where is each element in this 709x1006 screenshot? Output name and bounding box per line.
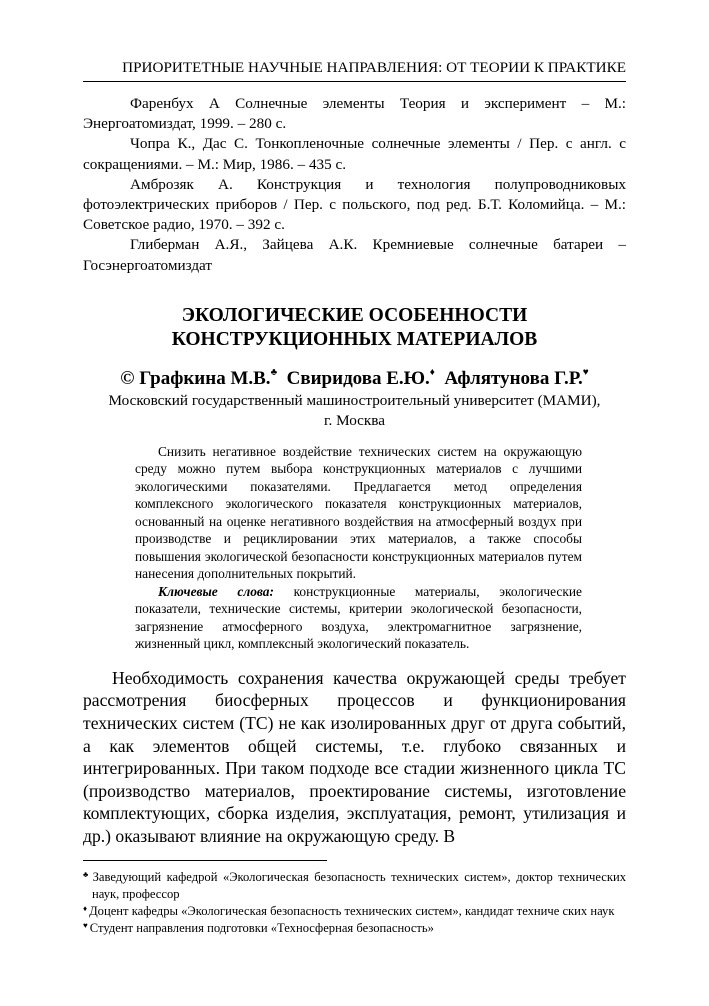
footnote-text: Доцент кафедры «Экологическая безопасность технических систем», кандидат техниче ских наук xyxy=(89,903,615,918)
body-paragraph: Необходимость сохранения качества окружающей среды требует рассмотрения биосферных процессов и функционирования технических систем (ТС) не как изолированных друг от друга событий, а как элементов общей системы, т.е. глубоко связанных и интегрированных. При таком подходе все стадии жизненного цикла ТС (производство материалов, проектирование системы, изготовление комплектующих, сборка изделия, эксплуатация, ремонт, утилизация и др.) оказывают влияние на окружающую среду. В xyxy=(83,667,626,846)
keywords-label: Ключевые слова: xyxy=(158,583,274,599)
reference-list xyxy=(83,94,626,276)
copyright-symbol: © xyxy=(120,367,135,389)
heart-icon: ♥ xyxy=(582,366,589,378)
author-line xyxy=(83,367,626,391)
keywords-text: конструкционные материалы, экологические показатели, технические системы, критерии экологической безопасности, загрязнение атмосферного воздуха, электромагнитное загрязнение, жизненный цикл, комплексный экологический показатель. xyxy=(135,583,582,652)
club-icon: ♣ xyxy=(270,366,278,378)
keywords xyxy=(135,583,582,653)
author-name: Афлятунова Г.Р. xyxy=(444,367,583,389)
affiliation-city: г. Москва xyxy=(323,411,386,429)
reference-item: Чопра К., Дас С. Тонкопленочные солнечные элементы / Пер. с англ. с сокращениями. – М.: Мир, 1986. – 435 с. xyxy=(83,135,626,173)
reference-item: Амброзяк А. Конструкция и технология полупроводниковых фотоэлектрических приборов / Пер. с польского, под ред. Б.Т. Коломийца. – М.: Советское радио, 1970. – 392 с. xyxy=(83,175,626,234)
abstract xyxy=(135,443,582,653)
author-name: Свиридова Е.Ю. xyxy=(286,367,430,389)
footnote xyxy=(83,869,626,903)
title-line-2: КОНСТРУКЦИОННЫХ МАТЕРИАЛОВ xyxy=(171,328,538,350)
affiliation-institution: Московский государственный машиностроительный университет (МАМИ), xyxy=(108,391,601,409)
footnote-text: Студент направления подготовки «Техносферная безопасность» xyxy=(89,920,434,935)
reference-item: Фаренбух А Солнечные элементы Теория и эксперимент – М.: Энергоатомиздат, 1999. – 280 с. xyxy=(83,95,626,133)
document-page xyxy=(83,0,626,937)
club-icon: ♣ xyxy=(83,869,91,879)
footnote xyxy=(83,903,626,920)
affiliation xyxy=(83,391,626,431)
author-name: Графкина М.В. xyxy=(139,367,271,389)
diamond-icon: ♦ xyxy=(429,366,435,378)
body-text xyxy=(83,667,626,848)
heart-icon: ♥ xyxy=(83,920,88,930)
footnote-text: Заведующий кафедрой «Экологическая безопасность технических систем», доктор технических наук, профессор xyxy=(92,869,626,901)
footnote xyxy=(83,920,626,937)
footnotes xyxy=(83,869,626,937)
article-title xyxy=(83,304,626,352)
diamond-icon: ♦ xyxy=(83,903,88,913)
header-rule xyxy=(83,81,626,82)
footnote-rule xyxy=(83,860,327,861)
reference-item: Глиберман А.Я., Зайцева А.К. Кремниевые солнечные батареи – Госэнергоатомиздат xyxy=(83,236,626,274)
running-head: ПРИОРИТЕТНЫЕ НАУЧНЫЕ НАПРАВЛЕНИЯ: ОТ ТЕОРИИ К ПРАКТИКЕ xyxy=(122,59,626,76)
title-line-1: ЭКОЛОГИЧЕСКИЕ ОСОБЕННОСТИ xyxy=(181,304,528,326)
abstract-text: Снизить негативное воздействие технических систем на окружающую среду можно путем выбора конструкционных материалов с лучшими экологическими показателями. Предлагается метод определения комплексного экологического показателя конструкционных материалов, основанный на оценке негативного воздействия на атмосферный воздух при производстве и рециклировании этих материалов, а также способы повышения экологической безопасности конструкционных материалов путем нанесения дополнительных покрытий. xyxy=(135,443,582,582)
